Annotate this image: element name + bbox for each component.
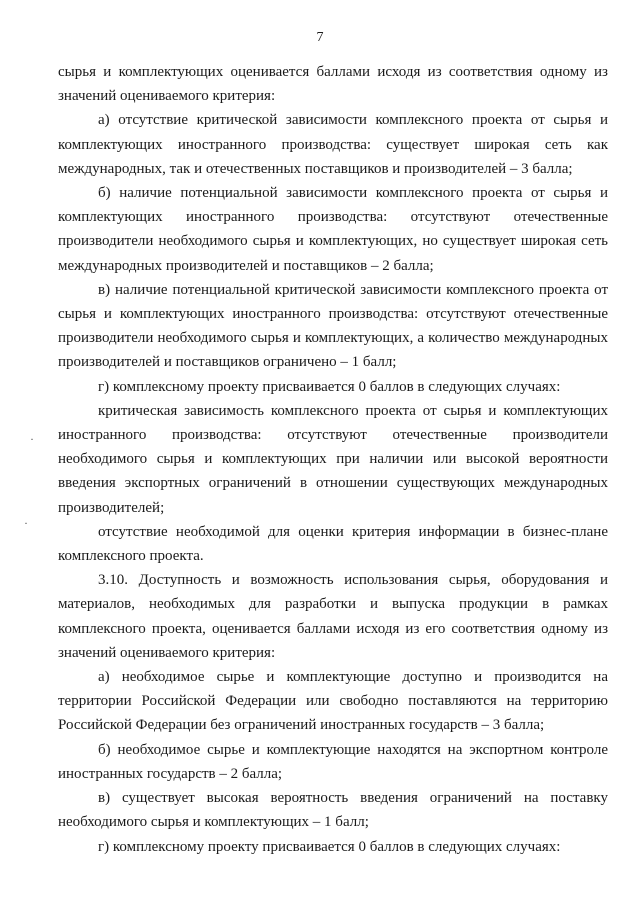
paragraph: г) комплексному проекту присваивается 0 баллов в следующих случаях:: [98, 378, 561, 395]
paragraph: а) необходимое сырье и комплектующие доступно и производится на территории Российской Федерации или свободно поставляются на территорию Российской Федерации без ограничений иностранных государств – 3 балла;: [58, 669, 608, 734]
paragraph: б) необходимое сырье и комплектующие находятся на экспортном контроле иностранных государств – 2 балла;: [58, 741, 608, 782]
paragraph: критическая зависимость комплексного проекта от сырья и комплектующих иностранного производства: отсутствуют отечественные производители необходимого сырья и комплектующих при наличии или высокой вероятности введения экспортных ограничений в отношении существующих международных производителей;: [58, 402, 608, 516]
paragraph: в) наличие потенциальной критической зависимости комплексного проекта от сырья и комплектующих иностранного производства: отсутствуют отечественные производители необходимого сырья и комплектующих, а количество международных производителей и поставщиков ограничено – 1 балл;: [58, 281, 608, 371]
paragraph: б) наличие потенциальной зависимости комплексного проекта от сырья и комплектующих иностранного производства: отсутствуют отечественные производители необходимого сырья и комплектующих, но существует широкая сеть международных производителей и поставщиков – 2 балла;: [58, 185, 608, 274]
paragraph: а) отсутствие критической зависимости комплексного проекта от сырья и комплектующих иностранного производства: существует широкая сеть как международных, так и отечественных поставщиков и производителей – 3 балла;: [58, 112, 608, 177]
paragraph: г) комплексному проекту присваивается 0 баллов в следующих случаях:: [98, 838, 561, 855]
paragraph: сырья и комплектующих оценивается баллами исходя из соответствия одному из значений оцениваемого критерия:: [58, 64, 608, 105]
paragraph: 3.10. Доступность и возможность использования сырья, оборудования и материалов, необходимых для разработки и выпуска продукции в рамках комплексного проекта, оценивается баллами исходя из его соответствия одному из значений оцениваемого критерия:: [58, 572, 608, 661]
scan-speck: ·: [30, 432, 34, 446]
scan-speck: ·: [24, 516, 28, 530]
paragraph: отсутствие необходимой для оценки критерия информации в бизнес-плане комплексного проекта.: [58, 523, 608, 565]
paragraph: в) существует высокая вероятность введения ограничений на поставку необходимого сырья и комплектующих – 1 балл;: [58, 790, 608, 831]
document-body: [58, 60, 608, 859]
page-number: 7: [316, 30, 324, 45]
